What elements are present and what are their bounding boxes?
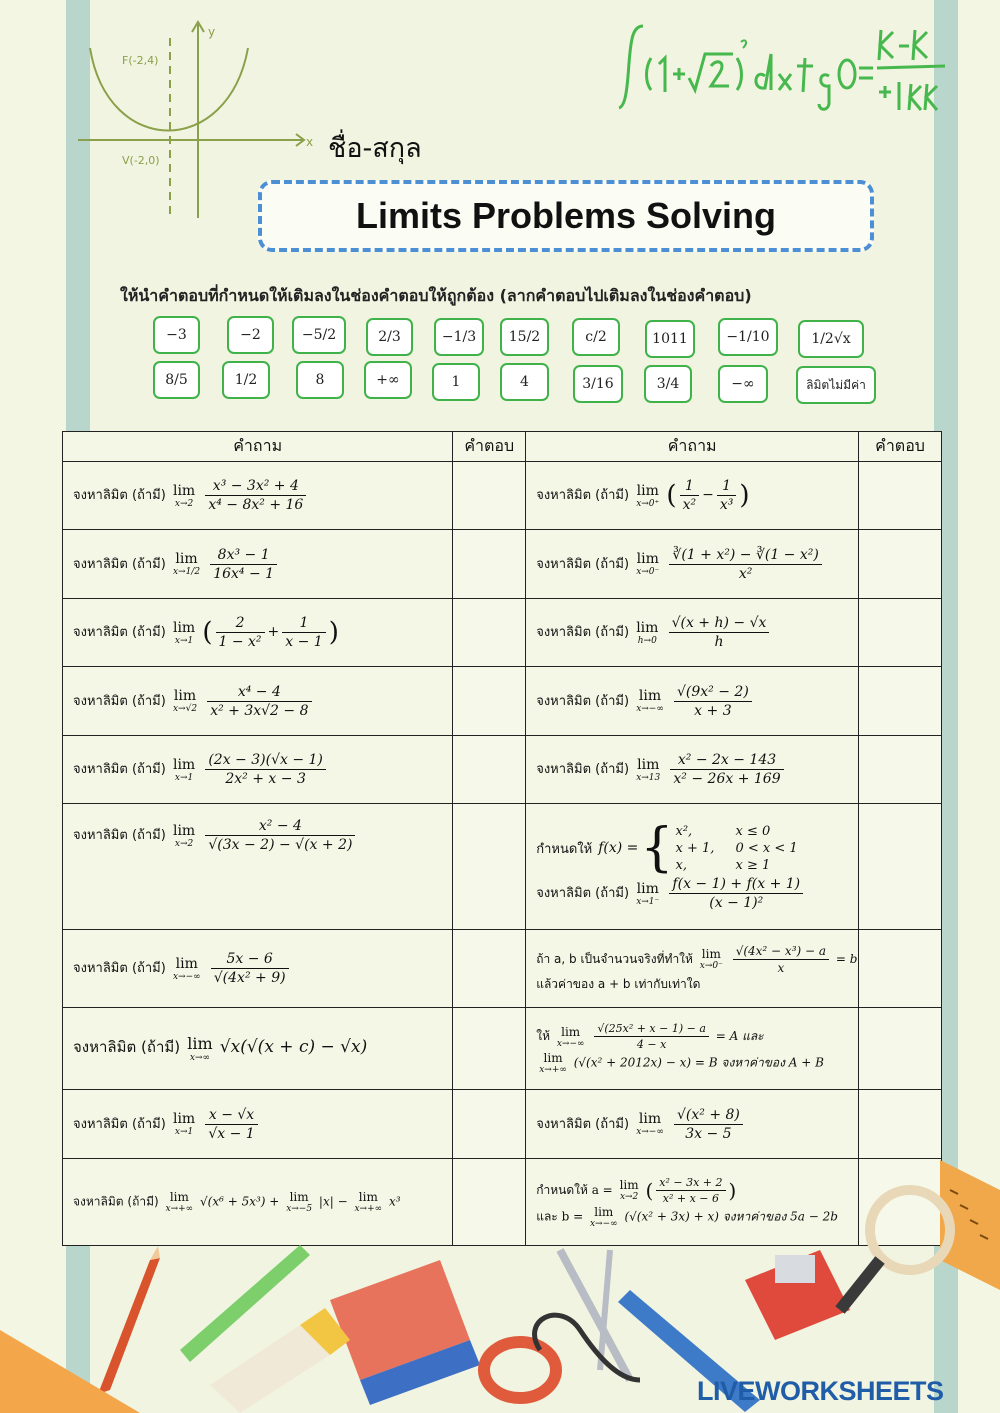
table-row [63, 530, 942, 599]
numerator: √(9x² − 2) [674, 684, 752, 702]
answer-drop-slot[interactable] [453, 530, 526, 599]
case-cond: x ≤ 0 [735, 823, 771, 839]
question-prefix: จงหาลิมิต (ถ้ามี) [73, 828, 166, 843]
question-cell: จงหาลิมิต (ถ้ามี) lim h→0 $\frac{√(x + h) - √x}{h}$ [526, 599, 859, 667]
given-label: กำหนดให้ [536, 841, 593, 857]
limit-subscript: x→−∞ [589, 1218, 618, 1229]
limit-subscript: x→2 [174, 838, 194, 849]
answer-chip[interactable]: 3/16 [573, 365, 623, 403]
question-prefix: จงหาลิมิต (ถ้ามี) [73, 625, 166, 640]
answer-chip[interactable]: 8 [296, 361, 344, 399]
equals-text: = b [835, 951, 858, 966]
question-prefix: จงหาลิมิต (ถ้ามี) [73, 961, 166, 976]
numerator: x − √x [205, 1107, 257, 1125]
question-text: ให้ [536, 1029, 550, 1043]
answer-drop-slot[interactable] [859, 804, 942, 930]
answer-chip[interactable]: 8/5 [153, 361, 200, 399]
answer-drop-slot[interactable] [859, 1008, 942, 1090]
denominator: √(3x − 2) − √(x + 2) [208, 837, 353, 853]
denominator: 2x² + x − 3 [225, 771, 306, 787]
denominator: x⁴ − 8x² + 16 [208, 497, 304, 513]
question-prefix: จงหาลิมิต (ถ้ามี) [73, 1194, 159, 1209]
table-row [63, 1090, 942, 1159]
question-cell: จงหาลิมิต (ถ้ามี) lim x→−∞ $\frac{\text{√(9x² − 2)}}{x + 3}$ [526, 667, 859, 736]
graph-vertex-label: V(-2,0) [122, 154, 160, 167]
numerator: √(25x² + x − 1) − a [594, 1022, 709, 1037]
answer-drop-slot[interactable] [453, 462, 526, 530]
question-cell: จงหาลิมิต (ถ้ามี) lim x→2 $\frac{\text{x² − 4}}{√(3x - 2) - √(x + 2)}$ [63, 804, 453, 930]
answer-drop-slot[interactable] [453, 667, 526, 736]
answer-drop-slot[interactable] [453, 930, 526, 1008]
question-text: แล้วค่าของ a + b เท่ากับเท่าใด [536, 976, 701, 991]
school-supplies-illustration [0, 1150, 1000, 1413]
limit-subscript: x→−∞ [636, 1127, 664, 1137]
answer-drop-slot[interactable] [453, 736, 526, 804]
question-prefix: จงหาลิมิต (ถ้ามี) [73, 762, 166, 777]
numerator: 2 [216, 615, 265, 633]
limit-subscript: h→0 [637, 635, 657, 646]
answer-drop-slot[interactable] [453, 1090, 526, 1159]
question-cell: จงหาลิมิต (ถ้ามี) lim x→2 $\frac{\text{x³ − 3x² + 4}}{\text{x⁴ − 8x² + 16}}$ [63, 462, 453, 530]
graph-y-label: y [208, 25, 216, 39]
table-row [63, 462, 942, 530]
scissors-icon [484, 1250, 630, 1398]
numerator: x³ − 3x² + 4 [205, 478, 306, 496]
denominator: x² [738, 565, 753, 582]
question-text: ถ้า a, b เป็นจำนวนจริงที่ทำให้ [536, 951, 693, 966]
denominator: √x − 1 [208, 1125, 255, 1142]
question-prefix: จงหาลิมิต (ถ้ามี) [536, 886, 630, 901]
question-prefix: จงหาลิมิต (ถ้ามี) [73, 488, 166, 503]
answer-drop-slot[interactable] [859, 462, 942, 530]
question-header: คำถาม [526, 432, 859, 462]
limit-subscript: x→2 [174, 498, 194, 509]
answer-chip[interactable]: 1 [432, 363, 480, 401]
numerator: 1 [282, 615, 325, 633]
denominator: x − 1 [285, 634, 323, 650]
liveworksheets-logo: LIVEWORKSHEETS [697, 1376, 944, 1406]
table-header-row [63, 432, 942, 462]
limit-subscript: x→−∞ [172, 971, 201, 982]
answer-chip[interactable]: −2 [227, 316, 274, 354]
answer-drop-slot[interactable] [859, 736, 942, 804]
case-cond: x ≥ 1 [735, 857, 771, 873]
denominator: x² [682, 497, 697, 513]
denominator: x + 3 [694, 702, 732, 719]
name-field-label: ชื่อ-สกุล [328, 133, 422, 164]
denominator: 1 − x² [218, 634, 262, 650]
answer-header: คำตอบ [453, 432, 526, 462]
numerator: x² − 3x + 2 [656, 1176, 725, 1191]
denominator: x² + 3x√2 − 8 [210, 702, 309, 719]
question-cell: กำหนดให้ f(x) = { x², x ≤ 0 x + 1, 0 < x < 1 x, x ≥ 1 จงหาลิมิต (ถ้ามี) lim x→1⁻ $\frac{f(x - 1) + f(x + 1)}{\text{(x − 1)²}}$ [526, 804, 859, 930]
answer-chip[interactable]: 15/2 [500, 318, 549, 356]
question-cell: จงหาลิมิต (ถ้ามี) lim x→1 $\frac{(2x - 3)(√x - 1)}{\text{2x² + x − 3}}$ [63, 736, 453, 804]
questions-table [62, 431, 942, 1246]
question-cell: จงหาลิมิต (ถ้ามี) lim x→+∞ √(x⁶ + 5x³) + lim x→−5 |x| − lim x→+∞ x³ [63, 1159, 453, 1246]
table-row [63, 599, 942, 667]
equals-text: = A และ [715, 1029, 764, 1043]
answer-drop-slot[interactable] [859, 667, 942, 736]
expression: (√(x² + 2012x) − x) = B จงหาค่าของ A + B [573, 1055, 824, 1070]
denominator: x [777, 960, 785, 975]
denominator: (x − 1)² [709, 895, 764, 911]
question-cell: ให้ lim x→−∞ $\frac{\text{√(25x² + x − 1) − a}}{4 - x}$ = A และ lim x→+∞ (√(x² + 2012x) − x) = B จงหาค่าของ A + B [526, 1008, 859, 1090]
table-row [63, 804, 942, 930]
answer-drop-slot[interactable] [453, 804, 526, 930]
case-expr: x + 1, [675, 840, 715, 856]
numerator: f(x − 1) + f(x + 1) [669, 876, 803, 894]
answer-chip[interactable]: 1/2√x [798, 320, 864, 358]
answer-chip[interactable]: −1/10 [718, 318, 778, 356]
question-prefix: จงหาลิมิต (ถ้ามี) [73, 556, 166, 572]
expression: √(x⁶ + 5x³) + [200, 1194, 280, 1209]
answer-drop-slot[interactable] [859, 930, 942, 1008]
expression: √x(√(x + c) − √x) [219, 1037, 368, 1057]
numerator: x² − 2x − 143 [670, 752, 783, 770]
numerator: x² − 4 [205, 818, 355, 836]
answer-drop-slot[interactable] [859, 599, 942, 667]
numerator: √(4x² − x³) − a [733, 944, 829, 960]
denominator: 3x − 5 [685, 1125, 732, 1142]
handwritten-formula-icon [615, 18, 955, 118]
answer-chip[interactable]: −5/2 [292, 316, 346, 354]
limit-subscript: x→0⁺ [636, 498, 660, 509]
question-prefix: จงหาลิมิต (ถ้ามี) [536, 488, 630, 503]
limit-subscript: x→0⁻ [636, 567, 660, 577]
question-prefix: จงหาลิมิต (ถ้ามี) [536, 693, 630, 709]
graph-x-label: x [306, 135, 314, 149]
question-prefix: จงหาลิมิต (ถ้ามี) [73, 1116, 166, 1132]
brace-icon: { [640, 818, 674, 878]
limit-subscript: x→−∞ [556, 1038, 585, 1049]
limit-subscript: x→1 [174, 635, 194, 646]
case-expr: x², [675, 823, 693, 839]
answer-chip[interactable]: 1/2 [222, 361, 270, 399]
expression: (√(x² + 3x) + x) จงหาค่าของ 5a − 2b [624, 1209, 838, 1223]
question-cell: จงหาลิมิต (ถ้ามี) lim x→13 $\frac{\text{x² − 2x − 143}}{\text{x² − 26x + 169}}$ [526, 736, 859, 804]
numerator: ∛(1 + x²) − ∛(1 − x²) [669, 547, 821, 565]
question-cell: จงหาลิมิต (ถ้ามี) lim x→∞ √x(√(x + c) − √x) [63, 1008, 453, 1090]
expression: |x| − [318, 1194, 348, 1209]
pencil-icon [98, 1258, 160, 1394]
answer-chip[interactable]: −1/3 [434, 318, 484, 356]
limit-subscript: x→1⁻ [636, 896, 660, 907]
question-prefix: จงหาลิมิต (ถ้ามี) [73, 693, 166, 709]
answer-chip[interactable]: +∞ [364, 361, 412, 399]
limit-subscript: x→+∞ [165, 1204, 194, 1214]
title-box [258, 180, 874, 252]
question-cell: ถ้า a, b เป็นจำนวนจริงที่ทำให้ lim x→0⁻ $\frac{\text{√(4x² − x³) − a}}{x}$ = b แล้วค่าของ a + b เท่ากับเท่าใด [526, 930, 859, 1008]
page-title: Limits Problems Solving [355, 195, 777, 236]
function-label: f(x) = [598, 840, 639, 856]
question-cell: จงหาลิมิต (ถ้ามี) lim x→1/2 $\frac{\text{8x³ − 1}}{\text{16x⁴ − 1}}$ [63, 530, 453, 599]
question-cell: จงหาลิมิต (ถ้ามี) lim x→0⁺ ( $\frac{1}{\text{x²}}$ − $\frac{1}{\text{x³}}$ ) [526, 462, 859, 530]
denominator: x² + x − 6 [662, 1191, 720, 1205]
limit-subscript: x→−5 [286, 1204, 313, 1214]
numerator: 8x³ − 1 [210, 547, 277, 565]
expression: x³ [388, 1194, 401, 1209]
table-row [63, 1008, 942, 1090]
answer-drop-slot[interactable] [859, 530, 942, 599]
table-row [63, 930, 942, 1008]
question-cell: จงหาลิมิต (ถ้ามี) lim x→0⁻ $\frac{\text{∛(1 + x²) − ∛(1 − x²)}}{\text{x²}}$ [526, 530, 859, 599]
limit-subscript: x→+∞ [539, 1065, 567, 1075]
answer-drop-slot[interactable] [453, 1008, 526, 1090]
answer-chip[interactable]: 3/4 [644, 365, 692, 403]
limit-subscript: x→+∞ [354, 1204, 383, 1214]
limit-subscript: x→−∞ [636, 704, 664, 714]
limit-subscript: x→1/2 [172, 567, 201, 577]
limit-subscript: x→2 [619, 1192, 639, 1202]
limit-subscript: x→13 [636, 772, 661, 783]
answer-chip[interactable]: −∞ [718, 365, 768, 403]
question-text: กำหนดให้ a = [536, 1182, 613, 1197]
question-cell: จงหาลิมิต (ถ้ามี) lim x→√2 $\frac{\text{x⁴ − 4}}{\text{x² + 3x√2 − 8}}$ [63, 667, 453, 736]
sharpener-icon [745, 1250, 850, 1340]
denominator: h [714, 634, 724, 650]
answer-chip[interactable]: 4 [500, 363, 549, 401]
question-prefix: จงหาลิมิต (ถ้ามี) [536, 1116, 630, 1132]
question-prefix: จงหาลิมิต (ถ้ามี) [536, 625, 630, 640]
case-expr: x, [675, 857, 687, 873]
limit-subscript: x→√2 [172, 704, 198, 714]
question-prefix: จงหาลิมิต (ถ้ามี) [536, 556, 630, 572]
denominator: x³ [719, 497, 734, 513]
denominator: 4 − x [636, 1038, 667, 1051]
numerator: (2x − 3)(√x − 1) [205, 752, 326, 770]
question-cell: จงหาลิมิต (ถ้ามี) lim x→−∞ $\frac{5x - 6}{\text{√(4x² + 9)}}$ [63, 930, 453, 1008]
question-cell: จงหาลิมิต (ถ้ามี) lim x→1 ( $\frac{2}{\text{1 − x²}}$ + $\frac{1}{x - 1}$ ) [63, 599, 453, 667]
answer-drop-slot[interactable] [453, 599, 526, 667]
numerator: √(x² + 8) [674, 1107, 743, 1125]
answer-chip[interactable]: ลิมิตไม่มีค่า [796, 366, 876, 404]
graph-focus-label: F(-2,4) [122, 54, 159, 67]
limit-subscript: x→∞ [189, 1053, 211, 1063]
limit-subscript: x→1 [174, 772, 194, 783]
numerator: 1 [680, 478, 700, 496]
answer-chip[interactable]: 2/3 [366, 318, 413, 356]
denominator: x² − 26x + 169 [673, 771, 781, 787]
denominator: √(4x² + 9) [213, 970, 286, 986]
limit-subscript: x→0⁻ [699, 961, 723, 971]
question-prefix: จงหาลิมิต (ถ้ามี) [73, 1038, 181, 1056]
numerator: 1 [717, 478, 737, 496]
question-text: และ b = [536, 1209, 584, 1223]
numerator: x⁴ − 4 [207, 684, 311, 702]
answer-drop-slot[interactable] [859, 1090, 942, 1159]
numerator: 5x − 6 [211, 951, 289, 969]
table-row [63, 736, 942, 804]
limit-subscript: x→1 [174, 1127, 194, 1137]
denominator: 16x⁴ − 1 [213, 565, 275, 582]
question-cell: จงหาลิมิต (ถ้ามี) lim x→−∞ $\frac{\text{√(x² + 8)}}{3x - 5}$ [526, 1090, 859, 1159]
table-row [63, 667, 942, 736]
answer-header: คำตอบ [859, 432, 942, 462]
question-prefix: จงหาลิมิต (ถ้ามี) [536, 762, 630, 777]
question-header: คำถาม [63, 432, 453, 462]
magnifier-icon [840, 1190, 950, 1310]
question-cell: กำหนดให้ a = lim x→2 ( $\frac{\text{x² − 3x + 2}}{\text{x² + x − 6}}$ ) และ b = lim x→−∞ (√(x² + 3x) + x) จงหาค่าของ 5a − 2b [526, 1159, 859, 1246]
question-cell: จงหาลิมิต (ถ้ามี) lim x→1 $\frac{x - √x}{√x - 1}$ [63, 1090, 453, 1159]
answer-chip[interactable]: c/2 [572, 318, 620, 356]
eraser-icon [330, 1260, 480, 1405]
answer-chip[interactable]: 1011 [645, 320, 695, 358]
case-cond: 0 < x < 1 [735, 840, 798, 856]
instruction-text: ให้นำคำตอบที่กำหนดให้เติมลงในช่องคำตอบให้ถูกต้อง (ลากคำตอบไปเติมลงในช่องคำตอบ) [120, 286, 752, 305]
numerator: √(x + h) − √x [669, 615, 770, 633]
answer-chip[interactable]: −3 [153, 316, 200, 354]
